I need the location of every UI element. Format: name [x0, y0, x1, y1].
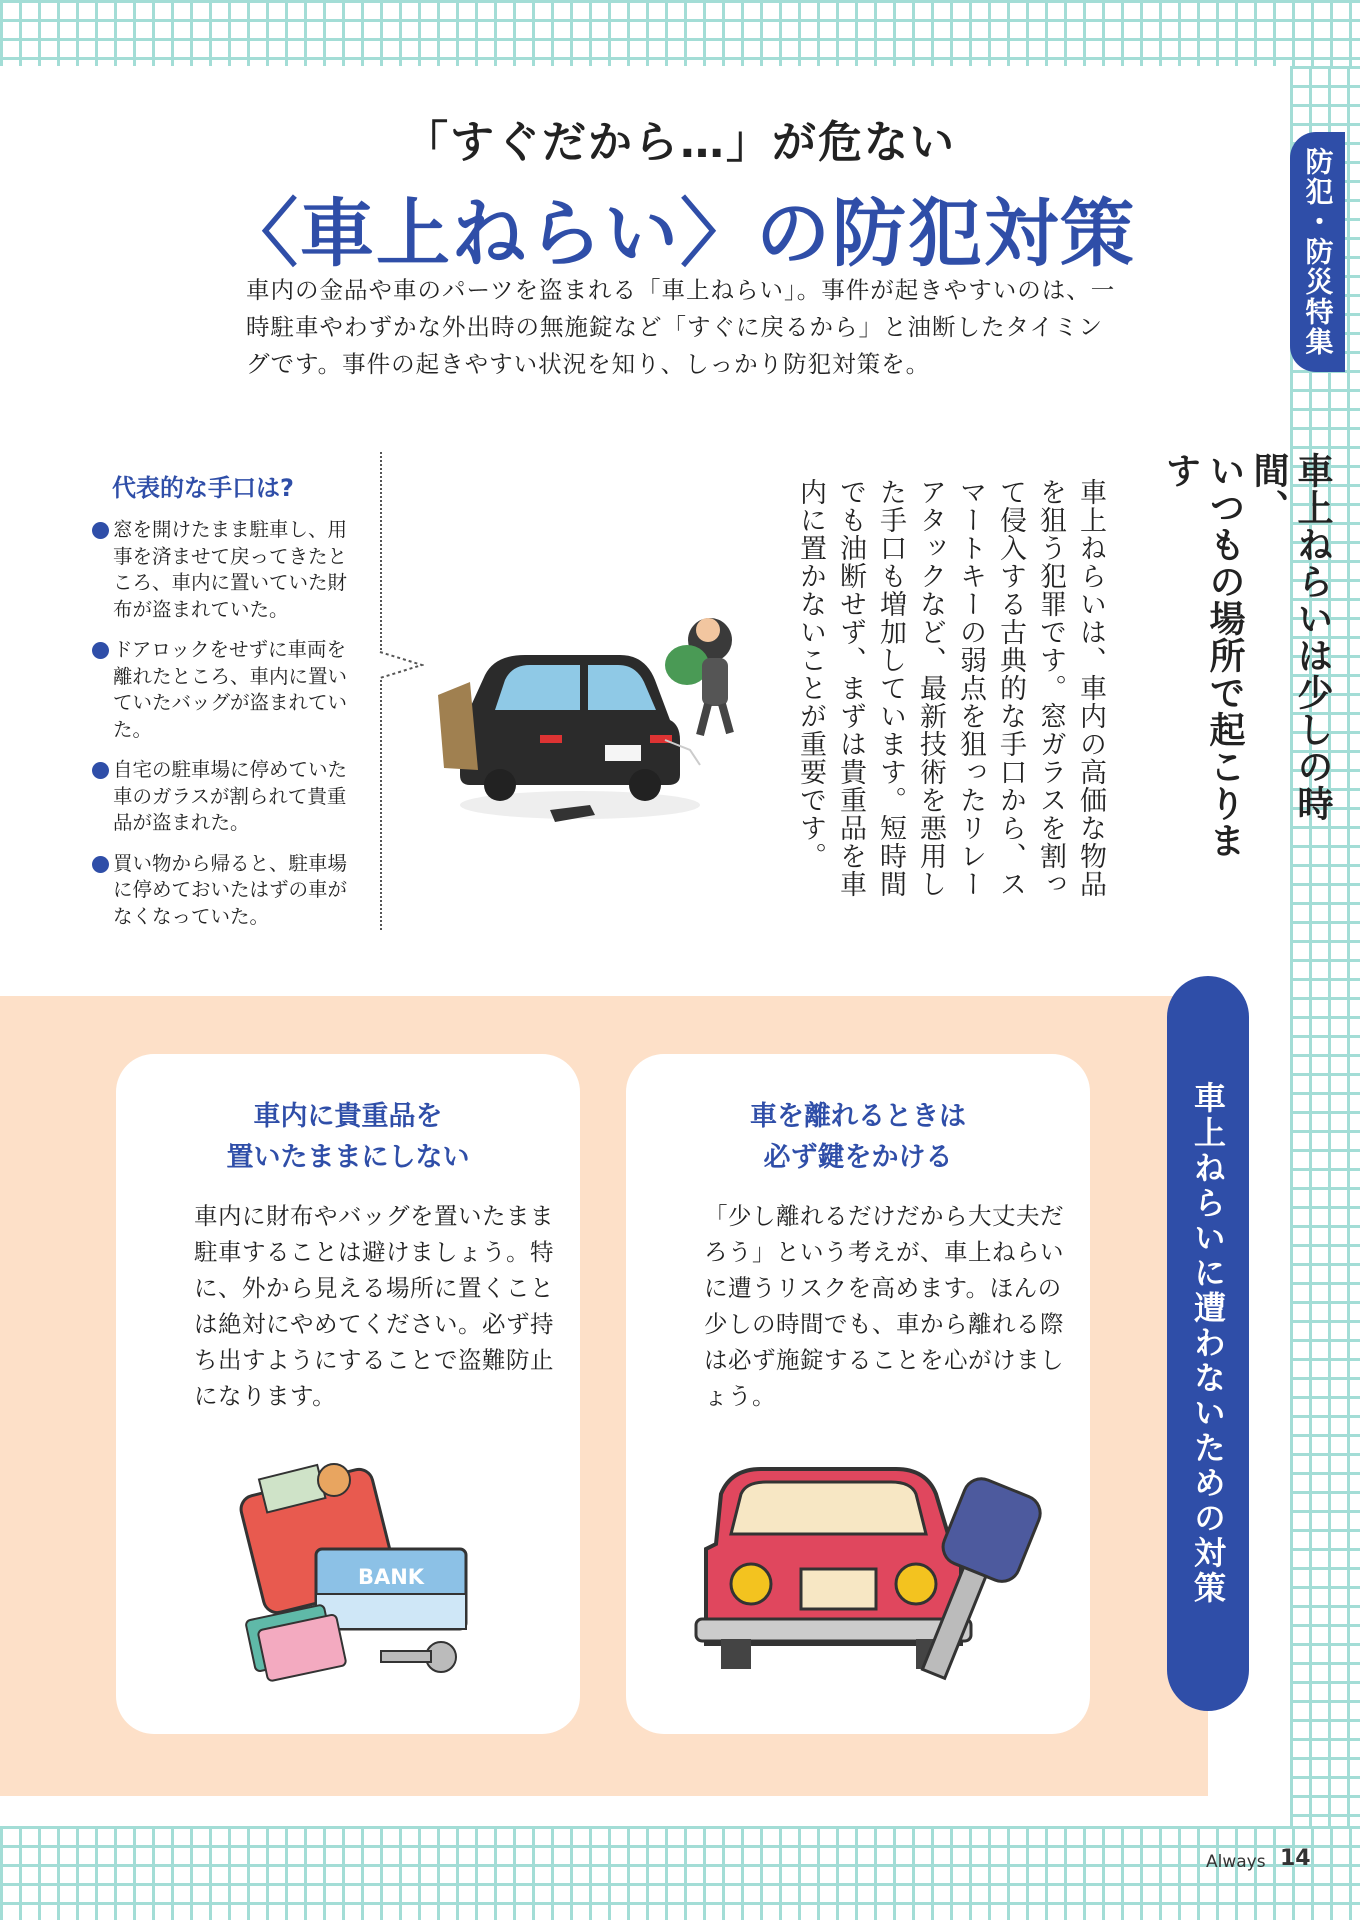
bank-label: BANK [357, 1565, 425, 1589]
method-text: ドアロックをせずに車両を離れたところ、車内に置いていたバッグが盗まれていた。 [113, 638, 348, 741]
method-item [92, 637, 360, 743]
article-body: 車上ねらいは、車内の高価な物品を狙う犯罪です。窓ガラスを割って侵入する古典的な手口から、スマートキーの弱点を狙ったリレーアタックなど、最新技術を悪用した手口も増加しています。短時間でも油断せず、まずは貴重品を車内に置かないことが重要です。 [795, 478, 1106, 898]
tip-card [626, 1054, 1090, 1734]
wallet-passbook-illustration [116, 1434, 580, 1704]
lead-paragraph: 車内の金品や車のパーツを盗まれる「車上ねらい」。事件が起きやすいのは、一時駐車やわずかな外出時の無施錠など「すぐに戻るから」と油断したタイミングです。事件の起きやすい状況を知り、しっかり防犯対策を。 [246, 276, 1116, 378]
tip-card-title-line: 車を離れるときは [750, 1101, 966, 1132]
article-title [1158, 452, 1334, 872]
method-text: 窓を開けたまま駐車し、用事を済ませて戻ってきたところ、車内に置いていた財布が盗まれていた。 [113, 518, 348, 621]
speech-divider [380, 452, 382, 930]
method-item [92, 757, 360, 837]
tip-card-title-line: 置いたままにしない [226, 1142, 470, 1173]
method-item [92, 517, 360, 623]
feature-tab: 防犯・防災特集 [1290, 132, 1345, 372]
method-item [92, 851, 360, 931]
headline-kicker: 「すぐだから…」が危ない [404, 117, 956, 168]
page-title: 〈車上ねらい〉の防犯対策 [224, 191, 1136, 277]
bullet-icon [92, 522, 109, 539]
folio: Always [1206, 1852, 1266, 1872]
tip-card-body: 車内に財布やバッグを置いたまま駐車することは避けましょう。特に、外から見える場所に置くことは絶対にやめてください。必ず持ち出すようにすることで盗難防止になります。 [194, 1202, 554, 1410]
method-text: 買い物から帰ると、駐車場に停めておいたはずの車がなくなっていた。 [113, 851, 348, 928]
bullet-icon [92, 642, 109, 659]
tip-card [116, 1054, 580, 1734]
page-number: 14 [1280, 1846, 1311, 1871]
tip-card-title [626, 1096, 1090, 1178]
tip-card-title-line: 車内に貴重品を [253, 1101, 443, 1132]
bullet-icon [92, 762, 109, 779]
tip-card-body: 「少し離れるだけだから大丈夫だろう」という考えが、車上ねらいに遭うリスクを高めます。ほんの少しの時間でも、車から離れる際は必ず施錠することを心がけましょう。 [704, 1202, 1064, 1410]
methods-box [92, 468, 360, 944]
article-title-line: いつもの場所で起こります [1160, 452, 1245, 859]
bullet-icon [92, 856, 109, 873]
speech-pointer [378, 650, 424, 680]
method-text: 自宅の駐車場に停めていた車のガラスが割られて貴重品が盗まれた。 [113, 758, 348, 834]
tip-card-title [116, 1096, 580, 1178]
grid-border-bottom [0, 1826, 1360, 1920]
countermeasures-banner: 車上ねらいに遭わないための対策 [1167, 976, 1249, 1711]
car-key-illustration [626, 1434, 1090, 1704]
article-title-line: 車上ねらいは少しの時間、 [1248, 452, 1333, 822]
methods-title: 代表的な手口は? [112, 474, 294, 502]
tip-card-title-line: 必ず鍵をかける [763, 1142, 953, 1173]
car-theft-illustration [430, 600, 770, 830]
grid-border-top [0, 0, 1360, 66]
